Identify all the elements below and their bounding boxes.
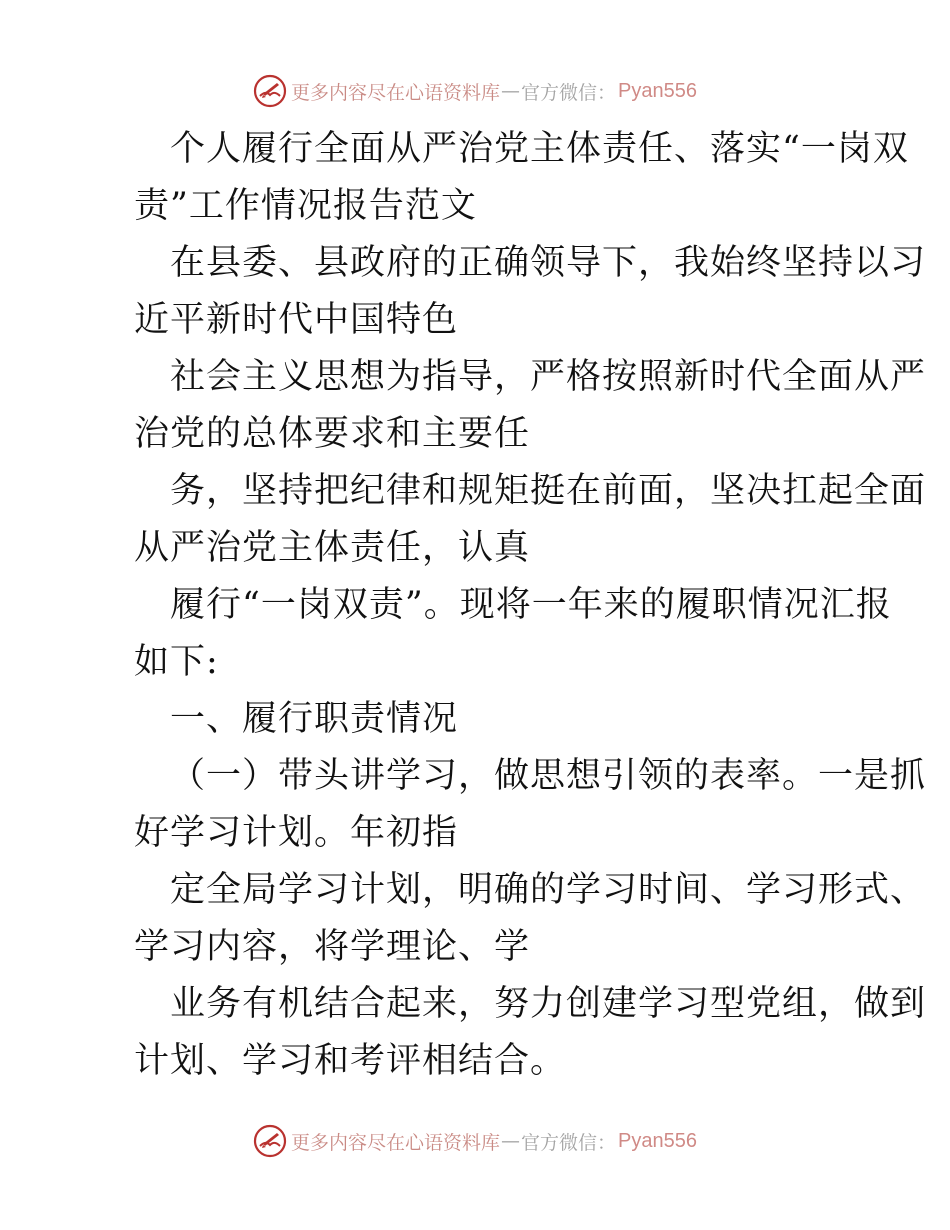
document-body [98, 121, 927, 1090]
text-line: 履行“一岗双责”。现将一年来的履职情况汇报 [170, 585, 892, 625]
book-pen-logo-icon [253, 74, 287, 108]
text-line: 业务有机结合起来，努力创建学习型党组，做到 [170, 984, 927, 1024]
text-line: 治党的总体要求和主要任 [134, 414, 531, 454]
watermark-site-text: 更多内容尽在心语资料库 [290, 1131, 500, 1154]
footer-watermark [0, 1121, 950, 1161]
text-line: 学习内容，将学理论、学 [134, 927, 531, 967]
book-pen-logo-icon [253, 1124, 287, 1158]
text-line: 如下: [134, 642, 219, 682]
header-watermark [0, 71, 950, 111]
text-line: 计划、学习和考评相结合。 [134, 1041, 567, 1081]
watermark-site-text: 更多内容尽在心语资料库 [290, 81, 500, 104]
text-line: 社会主义思想为指导，严格按照新时代全面从严 [170, 357, 927, 397]
text-line: 责”工作情况报告范文 [134, 186, 477, 226]
watermark-label: 官方微信 [521, 1131, 598, 1154]
watermark-separator: — [501, 80, 520, 102]
text-line: 定全局学习计划，明确的学习时间、学习形式、 [170, 870, 927, 910]
text-line: 从严治党主体责任，认真 [134, 528, 531, 568]
text-line: 近平新时代中国特色 [134, 300, 459, 340]
watermark-colon: ： [597, 81, 617, 104]
section-heading: 一、履行职责情况 [170, 699, 459, 739]
document-text [98, 121, 927, 1090]
text-line: 个人履行全面从严治党主体责任、落实“一岗双 [170, 129, 909, 169]
watermark-account-id: Pyan556 [618, 79, 697, 102]
watermark-colon: ： [597, 1131, 617, 1154]
watermark-label: 官方微信 [521, 81, 598, 104]
text-line: （一）带头讲学习，做思想引领的表率。一是抓 [170, 756, 927, 796]
watermark-separator: — [501, 1130, 520, 1152]
watermark-account-id: Pyan556 [618, 1129, 697, 1152]
text-line: 在县委、县政府的正确领导下，我始终坚持以习 [170, 243, 927, 283]
text-line: 好学习计划。年初指 [134, 813, 459, 853]
text-line: 务，坚持把纪律和规矩挺在前面，坚决扛起全面 [170, 471, 927, 511]
